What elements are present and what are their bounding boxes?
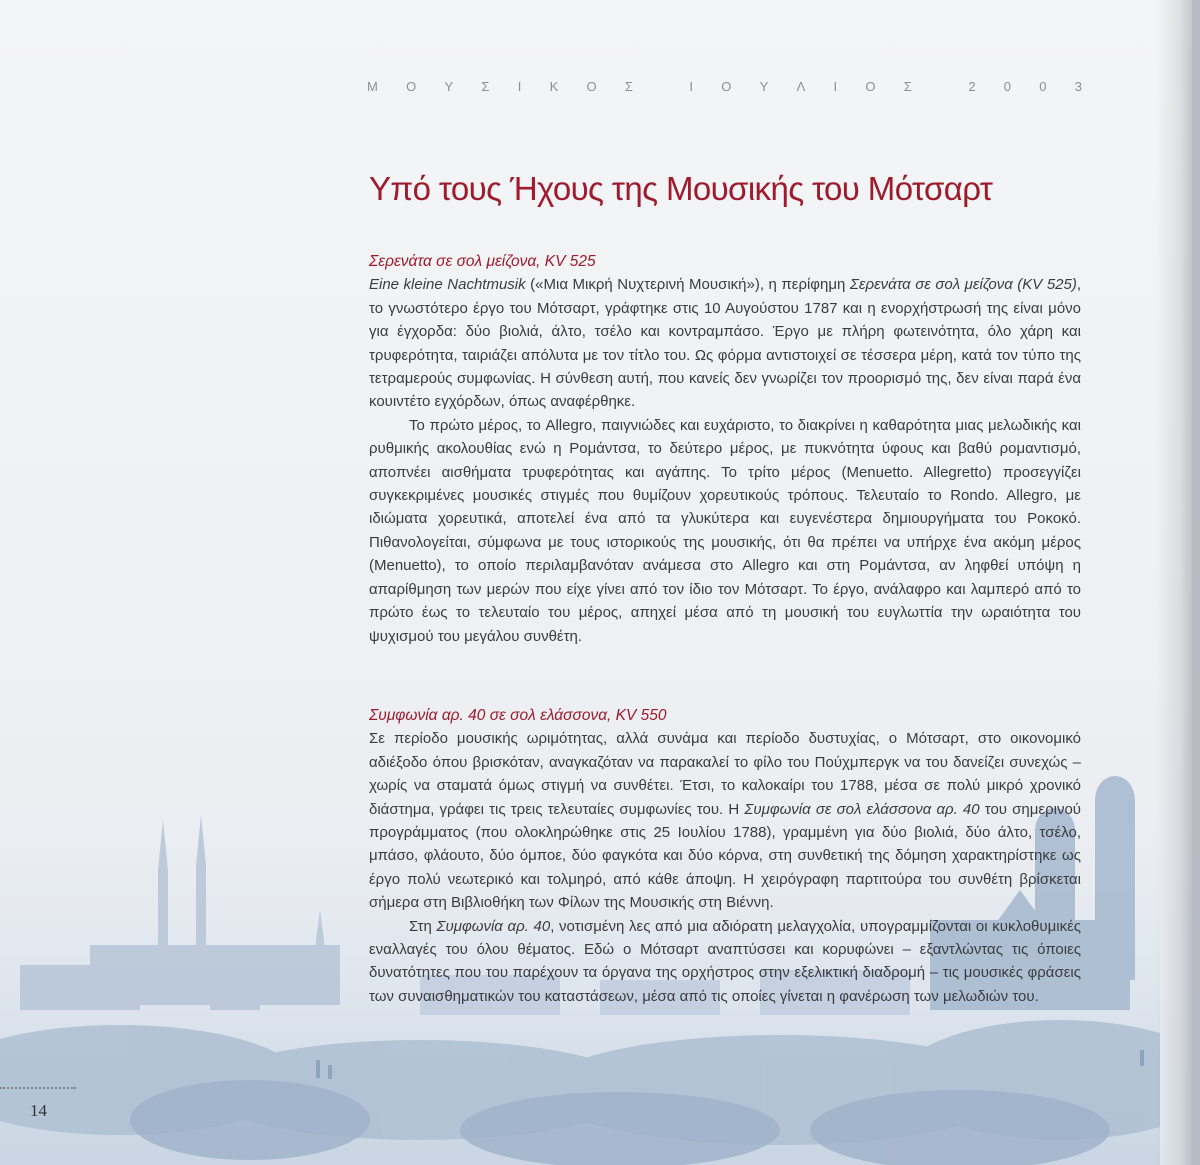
running-head-letter: Σ <box>481 79 490 94</box>
work-title: Συμφωνία αρ. 40 <box>436 917 551 935</box>
paragraph <box>369 915 1081 1009</box>
dotted-rule <box>0 1087 76 1089</box>
text-run: Στη <box>409 917 437 935</box>
running-head-letter: 0 <box>1039 79 1047 94</box>
running-head-letter: Κ <box>549 79 559 94</box>
work-title: Eine kleine Nachtmusik <box>369 276 526 294</box>
paragraph: Το πρώτο μέρος, το Allegro, παιγνιώδες και ευχάριστο, το διακρίνει η καθαρότητα μιας μελωδικής και ρυθμικής ακολουθίας ενώ η Ρομάντσα, το δεύτερο μέρος, με πυκνότητα ύφους και βαθύ ρομαντισμό, αποπνέει αισθήματα τρυφερότητας και αγάπης. Το τρίτο μέρος (Menuetto. Allegretto) προσεγγίζει συγκεκριμένες μουσικές στιγμές που θυμίζουν χορευτικούς τρόπους. Τελευταίο το Rondo. Allegro, με ιδιώματα χορευτικά, αποτελεί ένα από τα γλυκύτερα και ευγενέστερα δημιουργήματα του Ροκοκό. Πιθανολογείται, σύμφωνα με τους ιστορικούς της μουσικής, ότι θα πρέπει να υπήρχε ένα ακόμη μέρος (Menuetto), το οποίο περιλαμβανόταν ανάμεσα στο Allegro και στη Ρομάντσα, αν ληφθεί υπόψη η απαρίθμηση των μερών που είχε γίνει από τον ίδιο τον Μότσαρτ. Το έργο, ανάλαφρο και λαμπερό από το πρώτο έως το τελευταίο του μέρος, απηχεί μέσα από τη μουσική του ευγλωττία την ωραιότητα του ψυχισμού του μεγάλου συνθέτη. <box>369 416 1081 645</box>
page-title: Υπό τους Ήχους της Μουσικής του Μότσαρτ <box>369 170 993 207</box>
section-heading: Σερενάτα σε σολ μείζονα, KV 525 <box>369 253 596 270</box>
running-head-letter: Σ <box>903 79 912 94</box>
running-head-letter: Ο <box>406 79 417 94</box>
section-serenade <box>369 250 1081 648</box>
page-number: 14 <box>30 1101 47 1120</box>
running-head-letter: 0 <box>1003 79 1012 94</box>
running-head-letter: Ο <box>865 79 876 94</box>
running-head-letter: Ο <box>586 79 597 94</box>
text-run: του σημερινού προγράμματος (που ολοκληρώθηκε στις 25 Ιουλίου 1788), γραμμένη για δύο βιολιά, δύο άλτο, τσέλο, μπάσο, φλάουτο, δύο όμποε, δύο φαγκότα και δύο κόρνα, στη συνθετική της δόμηση χαρακτηρίστηκε ως έργο πολύ νεωτερικό και τολμηρό, από κάθε άποψη. Η χειρόγραφη παρτιτούρα του συνθέτη βρίσκεται σήμερα στη Βιβλιοθήκη των Φίλων της Μουσικής στη Βιέννη. <box>369 800 1081 912</box>
running-head-letter: 3 <box>1074 79 1082 94</box>
text-run: , νοτισμένη λες από μια αδιόρατη μελαγχολία, υπογραμμίζονται οι κυκλοθυμικές εναλλαγές του όλου θέματος. Εδώ ο Μότσαρτ αναπτύσσει και κορυφώνει – εξαντλώντας τις όποιες δυνατότητες που του παρέχουν τα όργανα της ορχήστρος στην εξελικτική διαδρομή – τις μουσικές φράσεις των συναισθηματικών του καταστάσεων, μέσα από τις οποίες γίνεται η φανέρωση των μελωδιών του. <box>369 917 1081 1005</box>
section-heading: Συμφωνία αρ. 40 σε σολ ελάσσονα, KV 550 <box>369 707 667 724</box>
section-symphony <box>369 704 1081 1008</box>
running-head-letter: Ι <box>689 79 694 94</box>
running-head-letter: Ο <box>721 79 732 94</box>
work-title: Σερενάτα σε σολ μείζονα (KV 525) <box>849 276 1077 294</box>
running-head <box>367 79 1082 99</box>
paragraph <box>369 273 1081 413</box>
running-head-letter: Υ <box>759 79 769 94</box>
running-head-letter: Λ <box>796 79 806 94</box>
book-spine-edge <box>1192 0 1200 1165</box>
text-run: («Μια Μικρή Νυχτερινή Μουσική»), η περίφημη <box>525 276 850 294</box>
work-title: Συμφωνία σε σολ ελάσσονα αρ. 40 <box>744 800 980 818</box>
running-head-letter: Μ <box>367 79 378 94</box>
text-run: Σε περίοδο μουσικής ωριμότητας, αλλά συνάμα και περίοδο δυστυχίας, ο Μότσαρτ, στο οικονομικό αδιέξοδο όπου βρισκόταν, αναγκαζόταν να παρακαλεί το φίλο του Πούχμπεργκ να του δανείζει συνεχώς – χωρίς να σταματά όμως στιγμή να συνθέτει. Έτσι, το καλοκαίρι του 1788, μέσα σε πολύ μικρό χρονικό διάστημα, γράφει τις τρεις τελευταίες συμφωνίες του. Η <box>369 730 1081 818</box>
text-run: , το γνωστότερο έργο του Μότσαρτ, γράφτηκε στις 10 Αυγούστου 1787 και η ενορχήστρωσή της είναι μόνο για έγχορδα: δύο βιολιά, άλτο, τσέλο και κοντραμπάσο. Έργο με πλήρη φωτεινότητα, όλο χάρη και τρυφερότητα, ταιριάζει απόλυτα με τον τίτλο του. Ως φόρμα αντιστοιχεί σε τέσσερα μέρη, κατά τον τύπο της τετραμερούς συμφωνίας. Η σύνθεση αυτή, που κανείς δεν γνωρίζει τον προορισμό της, δεν είναι παρά ένα κουιντέτο εγχόρδων, όπως αναφέρθηκε. <box>369 276 1082 411</box>
running-head-letter: Ι <box>833 79 838 94</box>
running-head-letter: 2 <box>968 79 976 94</box>
running-head-letter: Ι <box>517 79 522 94</box>
running-head-letter: Υ <box>444 79 454 94</box>
running-head-letter: Σ <box>624 79 633 94</box>
paragraph <box>369 727 1081 914</box>
